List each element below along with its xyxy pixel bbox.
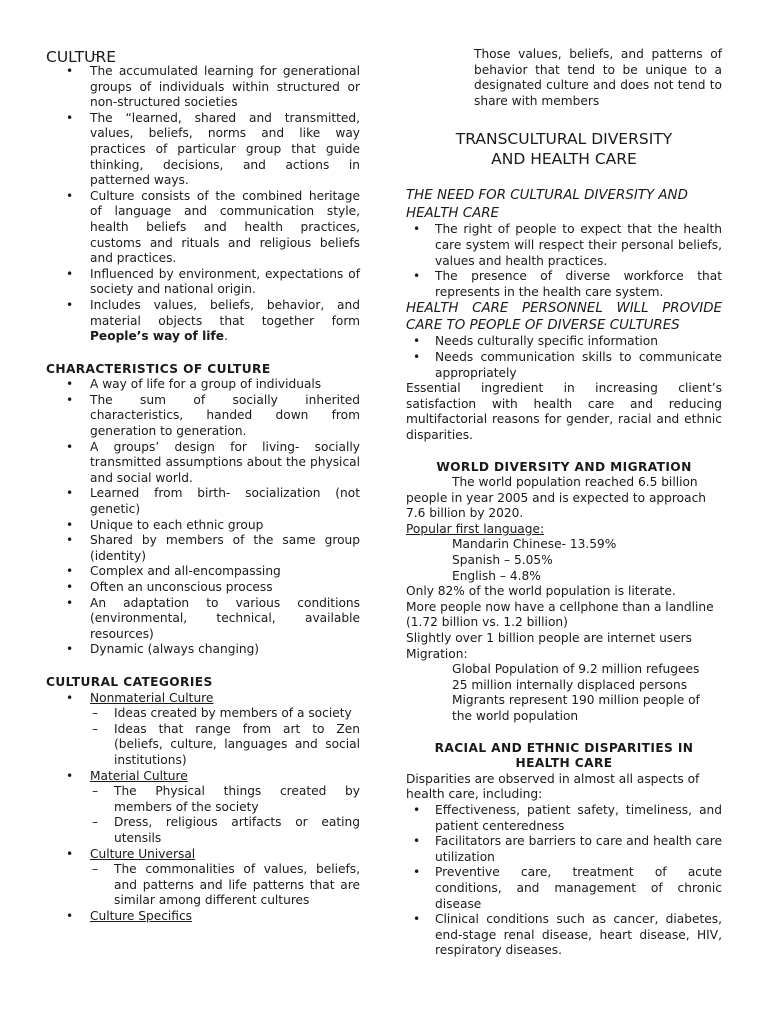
migration-item: Global Population of 9.2 million refugees — [452, 662, 700, 677]
list-item: • Often an unconscious process — [46, 580, 360, 596]
characteristics-list — [46, 377, 360, 658]
personnel-paragraph: Essential ingredient in increasing client’s satisfaction with health care and reducing multifactorial reasons for gender, racial and ethnic disparities. — [406, 381, 722, 442]
list-item: • Facilitators are barriers to care and health care utilization — [406, 834, 722, 865]
migration-item: 25 million internally displaced persons — [452, 677, 688, 692]
category-material: • Material Culture — [46, 769, 360, 785]
category-specifics: • Culture Specifics — [46, 909, 360, 925]
disparities-title-line1: RACIAL AND ETHNIC DISPARITIES IN — [434, 740, 694, 755]
list-item: • Needs culturally specific information — [406, 334, 722, 350]
need-heading: THE NEED FOR CULTURAL DIVERSITY AND HEALTH CARE — [406, 188, 688, 221]
categories-heading: CULTURAL CATEGORIES — [46, 674, 213, 689]
world-fact: More people now have a cellphone than a landline (1.72 billion vs. 1.2 billion) — [406, 599, 714, 630]
categories-list — [46, 691, 360, 925]
sub-item: – Dress, religious artifacts or eating utensils — [46, 815, 360, 846]
list-item-text: Includes values, beliefs, behavior, and material objects that together form — [90, 297, 360, 328]
world-fact: Slightly over 1 billion people are internet users — [406, 631, 692, 646]
migration-item: Migrants represent 190 million people of the world population — [452, 693, 700, 723]
category-universal: • Culture Universal — [46, 847, 360, 863]
language-item: Spanish – 5.05% — [452, 553, 553, 568]
list-item: • The accumulated learning for generational groups of individuals within structured or non-structured societies — [46, 64, 360, 111]
list-item: • The sum of socially inherited characteristics, handed down from generation to generation. — [46, 393, 360, 440]
sub-item: – Ideas that range from art to Zen (beliefs, culture, languages and social institutions) — [46, 722, 360, 769]
transcultural-title-line2: AND HEALTH CARE — [491, 150, 637, 169]
emphasis-text: People’s way of life — [90, 329, 225, 344]
sub-item: – Ideas created by members of a society — [46, 706, 360, 722]
disparities-title-line2: HEALTH CARE — [515, 756, 613, 771]
world-fact: Only 82% of the world population is literate. — [406, 584, 676, 599]
list-item: • Complex and all-encompassing — [46, 564, 360, 580]
list-item: • Influenced by environment, expectations of society and national origin. — [46, 267, 360, 298]
language-label: Popular first language: — [406, 521, 545, 536]
need-list — [406, 222, 722, 300]
list-item: • An adaptation to various conditions (environmental, technical, available resources) — [46, 596, 360, 643]
list-item: • A way of life for a group of individuals — [46, 377, 360, 393]
list-item: • Effectiveness, patient safety, timeliness, and patient centeredness — [406, 803, 722, 834]
sub-item: – The commonalities of values, beliefs, and patterns and life patterns that are similar among different cultures — [46, 862, 360, 909]
language-item: English – 4.8% — [452, 568, 541, 583]
list-item: • The “learned, shared and transmitted, values, beliefs, norms and like way practices of particular group that guide thinking, decisions, and actions in patterned ways. — [46, 111, 360, 189]
transcultural-title-line1: TRANSCULTURAL DIVERSITY — [455, 130, 673, 149]
characteristics-heading: CHARACTERISTICS OF CULTURE — [46, 361, 271, 376]
personnel-list — [406, 334, 722, 381]
personnel-heading: HEALTH CARE PERSONNEL WILL PROVIDE CARE TO PEOPLE OF DIVERSE CULTURES — [406, 301, 722, 334]
language-item: Mandarin Chinese- 13.59% — [452, 537, 617, 552]
sub-item: – Those values, beliefs, and patterns of behavior that tend to be unique to a designated culture and does not tend to share with members — [46, 47, 722, 109]
right-column — [406, 0, 722, 959]
list-item-end: . — [224, 329, 228, 344]
list-item: • The presence of diverse workforce that represents in the health care system. — [406, 269, 722, 300]
list-item: • Learned from birth- socialization (not genetic) — [46, 486, 360, 517]
category-nonmaterial: • Nonmaterial Culture — [46, 691, 360, 707]
left-column — [46, 0, 360, 924]
list-item: • The right of people to expect that the health care system will respect their personal beliefs, values and health practices. — [406, 222, 722, 269]
world-fact: Migration: — [406, 646, 468, 661]
list-item: • Preventive care, treatment of acute conditions, and management of chronic disease — [406, 865, 722, 912]
list-item — [46, 298, 360, 345]
list-item: • Unique to each ethnic group — [46, 518, 360, 534]
world-heading: WORLD DIVERSITY AND MIGRATION — [436, 459, 692, 474]
culture-heading: CULTURE — [46, 48, 117, 66]
list-item: • Shared by members of the same group (identity) — [46, 533, 360, 564]
sub-item: – The Physical things created by members of the society — [46, 784, 360, 815]
list-item: • Culture consists of the combined heritage of language and communication style, health beliefs and health practices, customs and rituals and religious beliefs and practices. — [46, 189, 360, 267]
disparities-list — [406, 803, 722, 959]
list-item: • Clinical conditions such as cancer, diabetes, end-stage renal disease, heart disease, HIV, respiratory diseases. — [406, 912, 722, 959]
list-item: • Dynamic (always changing) — [46, 642, 360, 658]
disparities-intro: Disparities are observed in almost all aspects of health care, including: — [406, 771, 700, 802]
list-item: • A groups’ design for living- socially transmitted assumptions about the physical and social world. — [46, 440, 360, 487]
list-item: • Needs communication skills to communicate appropriately — [406, 350, 722, 381]
world-intro: The world population reached 6.5 billion people in year 2005 and is expected to approach 7.6 billion by 2020. — [406, 475, 706, 521]
